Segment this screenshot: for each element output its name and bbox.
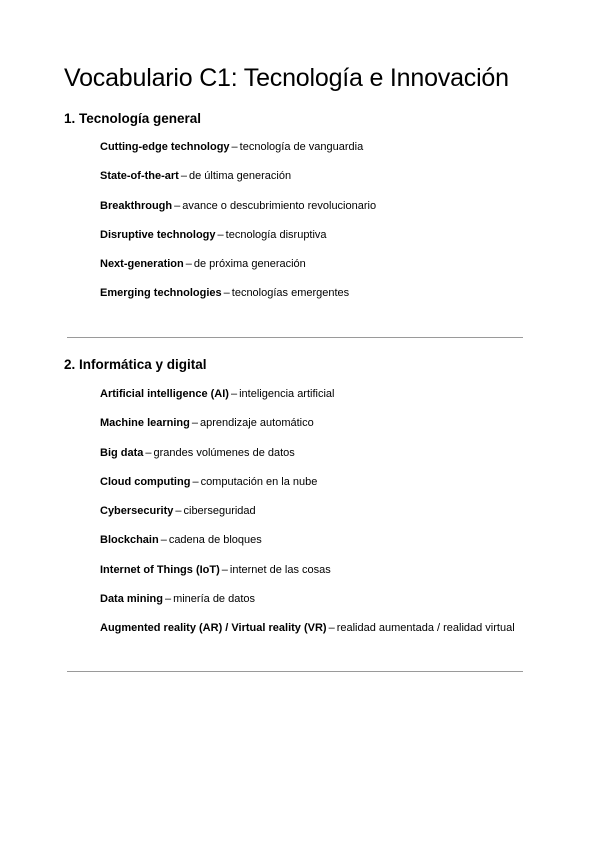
item-term: Artificial intelligence (AI) [100, 388, 229, 400]
item-body [100, 445, 295, 461]
item-separator: – [230, 388, 238, 400]
item-translation: grandes volúmenes de datos [153, 446, 295, 459]
item-separator: – [328, 622, 335, 635]
item-separator: – [145, 446, 152, 459]
item-body [100, 620, 515, 636]
item-translation: de próxima generación [193, 258, 306, 271]
item-separator: – [221, 563, 228, 576]
item-term: State-of-the-art [100, 170, 179, 183]
section-divider [67, 671, 523, 672]
item-translation: internet de las cosas [229, 563, 331, 576]
item-translation: de última generación [188, 170, 292, 183]
section-heading-informatica-digital: 2. Informática y digital [64, 357, 207, 372]
document-title: Vocabulario C1: Tecnología e Innovación [64, 64, 509, 92]
item-term: Internet of Things (IoT) [100, 563, 220, 576]
item-body [100, 503, 256, 519]
item-body [100, 256, 306, 272]
item-term: Big data [100, 446, 144, 459]
item-translation: inteligencia artificial [239, 388, 335, 400]
item-term: Cutting-edge technology [100, 141, 230, 153]
item-body [100, 139, 363, 155]
item-translation: tecnología de vanguardia [239, 141, 364, 153]
item-body [100, 386, 334, 402]
item-translation: computación en la nube [200, 475, 318, 488]
item-body [100, 168, 291, 184]
item-term: Blockchain [100, 534, 159, 547]
item-separator: – [231, 141, 238, 153]
item-translation: tecnología disruptiva [225, 228, 327, 241]
item-body [100, 532, 262, 548]
item-body [100, 285, 349, 301]
item-body [100, 227, 327, 243]
item-separator: – [223, 287, 230, 300]
item-separator: – [164, 593, 172, 606]
item-body [100, 198, 376, 214]
item-term: Cloud computing [100, 475, 191, 488]
item-term: Emerging technologies [100, 287, 222, 300]
item-body [100, 474, 317, 490]
item-translation: avance o descubrimiento revolucionario [182, 199, 377, 212]
item-translation: ciberseguridad [183, 505, 256, 518]
item-translation: aprendizaje automático [199, 417, 314, 430]
item-body [100, 562, 331, 578]
item-separator: – [217, 228, 224, 241]
item-separator: – [160, 534, 167, 547]
section-heading-tecnologia-general: 1. Tecnología general [64, 111, 202, 126]
section-divider [67, 337, 523, 338]
item-body [100, 591, 255, 607]
item-term: Next-generation [100, 258, 184, 271]
item-term: Augmented reality (AR) / Virtual reality (VR) [100, 622, 327, 635]
item-separator: – [174, 199, 181, 212]
item-term: Data mining [100, 593, 163, 606]
item-term: Cybersecurity [100, 505, 174, 518]
item-translation: realidad aumentada / realidad virtual [336, 622, 515, 635]
item-translation: tecnologías emergentes [231, 287, 350, 300]
item-translation: cadena de bloques [168, 534, 262, 547]
item-separator: – [191, 417, 198, 430]
item-separator: – [180, 170, 187, 183]
item-term: Breakthrough [100, 199, 173, 212]
item-separator: – [192, 475, 199, 488]
item-term: Machine learning [100, 417, 190, 430]
item-separator: – [185, 258, 192, 271]
item-term: Disruptive technology [100, 228, 216, 241]
item-separator: – [175, 505, 182, 518]
item-body [100, 415, 314, 431]
item-translation: minería de datos [173, 593, 256, 606]
